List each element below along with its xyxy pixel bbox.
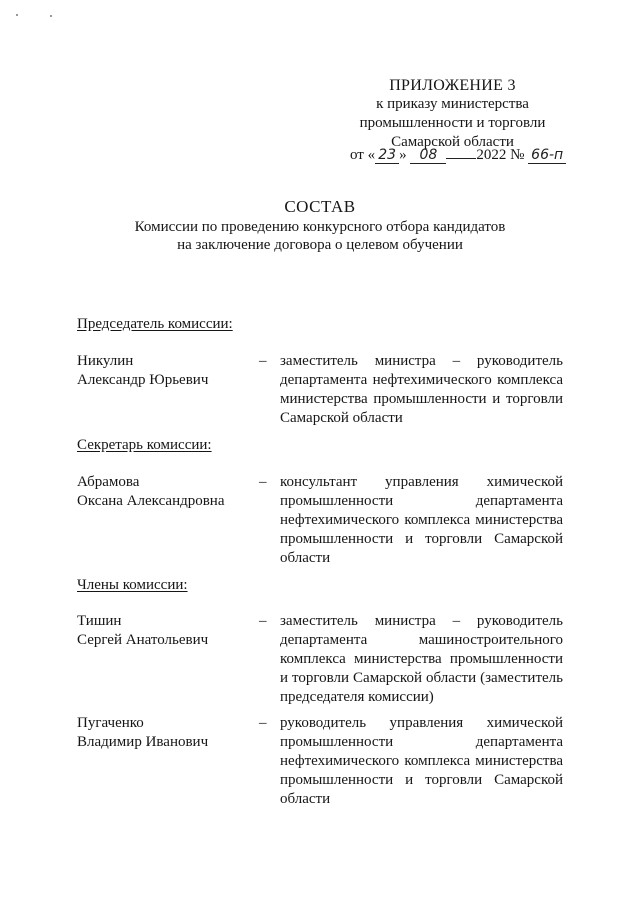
member-given-names: Владимир Иванович — [77, 734, 209, 750]
document-heading — [0, 196, 640, 254]
member-surname: Никулин — [77, 353, 134, 369]
appendix-line: Самарской области — [391, 134, 514, 150]
appendix-title: ПРИЛОЖЕНИЕ 3 — [389, 77, 516, 94]
member-role: заместитель министра – руководитель департамента нефтехимического комплекса министерства промышленности и торговли Самарской области — [280, 353, 563, 426]
member-name — [77, 612, 257, 650]
section-chairman: Председатель комиссии: — [77, 316, 233, 332]
date-day-handwritten: 23 — [375, 147, 399, 164]
order-number-handwritten: 66-п — [528, 147, 566, 164]
member-dash: – — [259, 353, 267, 369]
date-month-handwritten: 08 — [410, 147, 446, 164]
document-subtitle: на заключение договора о целевом обучении — [177, 237, 463, 253]
member-dash: – — [259, 613, 267, 629]
member-role: руководитель управления химической промышленности департамента нефтехимического комплекса министерства промышленности и торговли Самарской области — [280, 715, 563, 807]
member-role: заместитель министра – руководитель департамента машиностроительного комплекса министерства промышленности и торговли Самарской области (заместитель председателя комиссии) — [280, 613, 563, 705]
appendix-block — [340, 76, 565, 152]
appendix-line: промышленности и торговли — [359, 115, 546, 131]
scan-speck — [16, 14, 18, 16]
member-dash: – — [259, 715, 267, 731]
document-subtitle: Комиссии по проведению конкурсного отбора кандидатов — [134, 219, 506, 235]
date-blank-line — [446, 144, 476, 159]
section-secretary: Секретарь комиссии: — [77, 437, 212, 453]
member-name — [77, 714, 257, 752]
member-given-names: Оксана Александровна — [77, 493, 225, 509]
order-dateline — [350, 144, 566, 164]
date-year: 2022 № — [476, 147, 525, 163]
member-surname: Тишин — [77, 613, 122, 629]
date-mid: » — [399, 147, 407, 163]
appendix-line: к приказу министерства — [376, 96, 529, 112]
member-given-names: Александр Юрьевич — [77, 372, 209, 388]
date-prefix: от « — [350, 147, 376, 163]
member-given-names: Сергей Анатольевич — [77, 632, 209, 648]
document-title: СОСТАВ — [284, 197, 356, 216]
scan-speck — [50, 15, 52, 17]
member-role: консультант управления химической промышленности департамента нефтехимического комплекса министерства промышленности и торговли Самарской области — [280, 474, 563, 566]
member-name — [77, 473, 257, 511]
member-dash: – — [259, 474, 267, 490]
member-surname: Абрамова — [77, 474, 140, 490]
member-surname: Пугаченко — [77, 715, 144, 731]
member-name — [77, 352, 257, 390]
section-members: Члены комиссии: — [77, 577, 188, 593]
